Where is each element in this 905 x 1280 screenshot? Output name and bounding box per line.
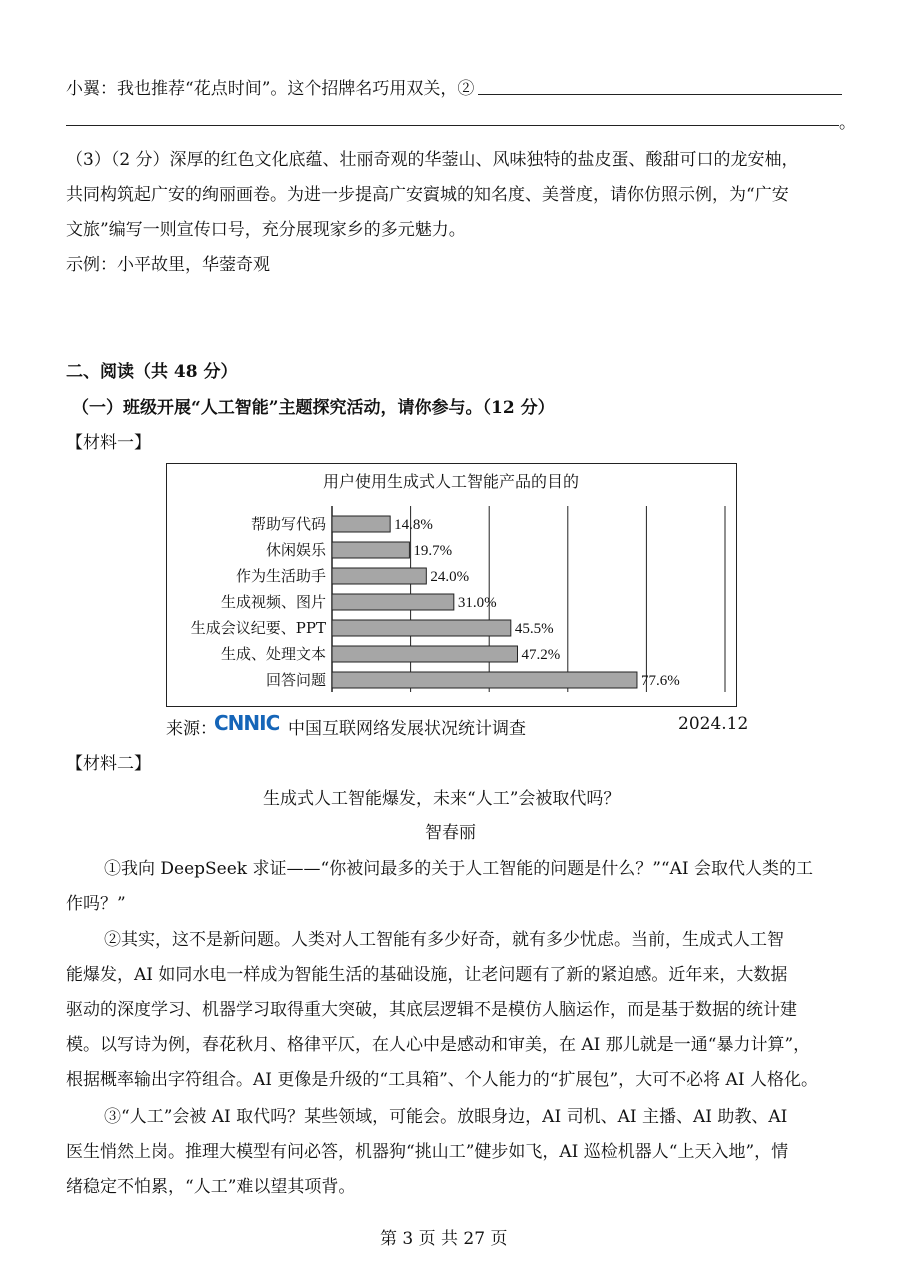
chart-source-prefix: 来源： <box>166 719 217 739</box>
q3-line-3: 文旅”编写一则宣传口号，充分展现家乡的多元魅力。 <box>66 220 466 240</box>
chart-category-label: 帮助写代码 <box>250 515 326 533</box>
chart-title: 用户使用生成式人工智能产品的目的 <box>322 472 580 491</box>
chart-bar <box>332 620 511 636</box>
q3-line-2: 共同构筑起广安的绚丽画卷。为进一步提高广安賨城的知名度、美誉度，请你仿照示例，为“广安 <box>66 185 789 205</box>
chart-value-label: 77.6% <box>640 673 680 689</box>
article-p2-line5: 根据概率输出字符组合。AI 更像是升级的“工具箱”、个人能力的“扩展包”，大可不必将 AI 人格化。 <box>66 1070 818 1090</box>
answer-blank-1[interactable] <box>478 94 842 95</box>
chart-value-label: 47.2% <box>521 647 561 663</box>
article-p2-line2: 能爆发，AI 如同水电一样成为智能生活的基础设施，让老问题有了新的紧迫感。近年来，大数据 <box>66 965 788 985</box>
article-p2-line3: 驱动的深度学习、机器学习取得重大突破，其底层逻辑不是模仿人脑运作，而是基于数据的统计建 <box>66 1000 797 1020</box>
chart-bar <box>332 594 454 610</box>
section-subheading: （一）班级开展“人工智能”主题探究活动，请你参与。（12 分） <box>72 398 555 418</box>
q2-line: 小翼：我也推荐“花点时间”。这个招牌名巧用双关，② <box>66 79 475 99</box>
chart-source-org: 中国互联网络发展状况统计调查 <box>288 719 526 739</box>
chart-category-label: 生成视频、图片 <box>220 593 326 611</box>
chart-bar <box>332 568 426 584</box>
chart-value-label: 31.0% <box>457 595 497 611</box>
article-p3-line3: 绪稳定不怕累，“人工”难以望其项背。 <box>66 1177 356 1197</box>
chart-canvas <box>167 464 735 705</box>
chart-value-label: 19.7% <box>413 543 453 559</box>
chart-source-date: 2024.12 <box>678 714 749 734</box>
article-p2-line4: 模。以写诗为例，春花秋月、格律平仄，在人心中是感动和审美，在 AI 那儿就是一通“暴力计算”， <box>66 1035 811 1055</box>
bar-chart <box>166 463 737 707</box>
article-author: 智春丽 <box>425 823 476 843</box>
q3-line-1: （3）（2 分）深厚的红色文化底蕴、壮丽奇观的华蓥山、风味独特的盐皮蛋、酸甜可口的龙安柚， <box>66 150 799 170</box>
chart-value-label: 24.0% <box>430 569 470 585</box>
material1-label: 【材料一】 <box>66 433 151 453</box>
article-title: 生成式人工智能爆发，未来“人工”会被取代吗？ <box>263 789 621 809</box>
article-p2-line1: ②其实，这不是新问题。人类对人工智能有多少好奇，就有多少忧虑。当前，生成式人工智 <box>104 930 784 950</box>
chart-value-label: 45.5% <box>514 621 554 637</box>
section-heading: 二、阅读（共 48 分） <box>66 362 238 382</box>
page-number: 第 3 页 共 27 页 <box>380 1229 508 1249</box>
chart-category-label: 作为生活助手 <box>235 567 326 585</box>
article-p3-line1: ③“人工”会被 AI 取代吗？某些领域，可能会。放眼身边，AI 司机、AI 主播、AI 助教、AI <box>104 1107 788 1127</box>
chart-bar <box>332 542 409 558</box>
chart-bar <box>332 516 390 532</box>
answer-blank-2[interactable] <box>66 125 839 126</box>
article-p1-line2: 作吗？” <box>66 894 126 914</box>
chart-bar <box>332 646 517 662</box>
chart-category-label: 回答问题 <box>265 671 326 689</box>
chart-value-label: 14.8% <box>394 517 433 533</box>
material2-label: 【材料二】 <box>66 754 151 774</box>
chart-bar <box>332 672 637 688</box>
chart-category-label: 生成、处理文本 <box>220 645 326 663</box>
chart-category-label: 生成会议纪要、PPT <box>190 619 326 637</box>
blank-end-mark: 。 <box>839 113 856 133</box>
article-p3-line2: 医生悄然上岗。推理大模型有问必答，机器狗“挑山工”健步如飞，AI 巡检机器人“上天入地”，情 <box>66 1142 789 1162</box>
chart-category-label: 休闲娱乐 <box>265 541 326 559</box>
article-p1-line1: ①我向 DeepSeek 求证——“你被问最多的关于人工智能的问题是什么？”“AI 会取代人类的工 <box>104 859 813 879</box>
cnnic-logo: CNNIC <box>214 711 280 735</box>
q3-example: 示例：小平故里，华蓥奇观 <box>66 255 270 275</box>
